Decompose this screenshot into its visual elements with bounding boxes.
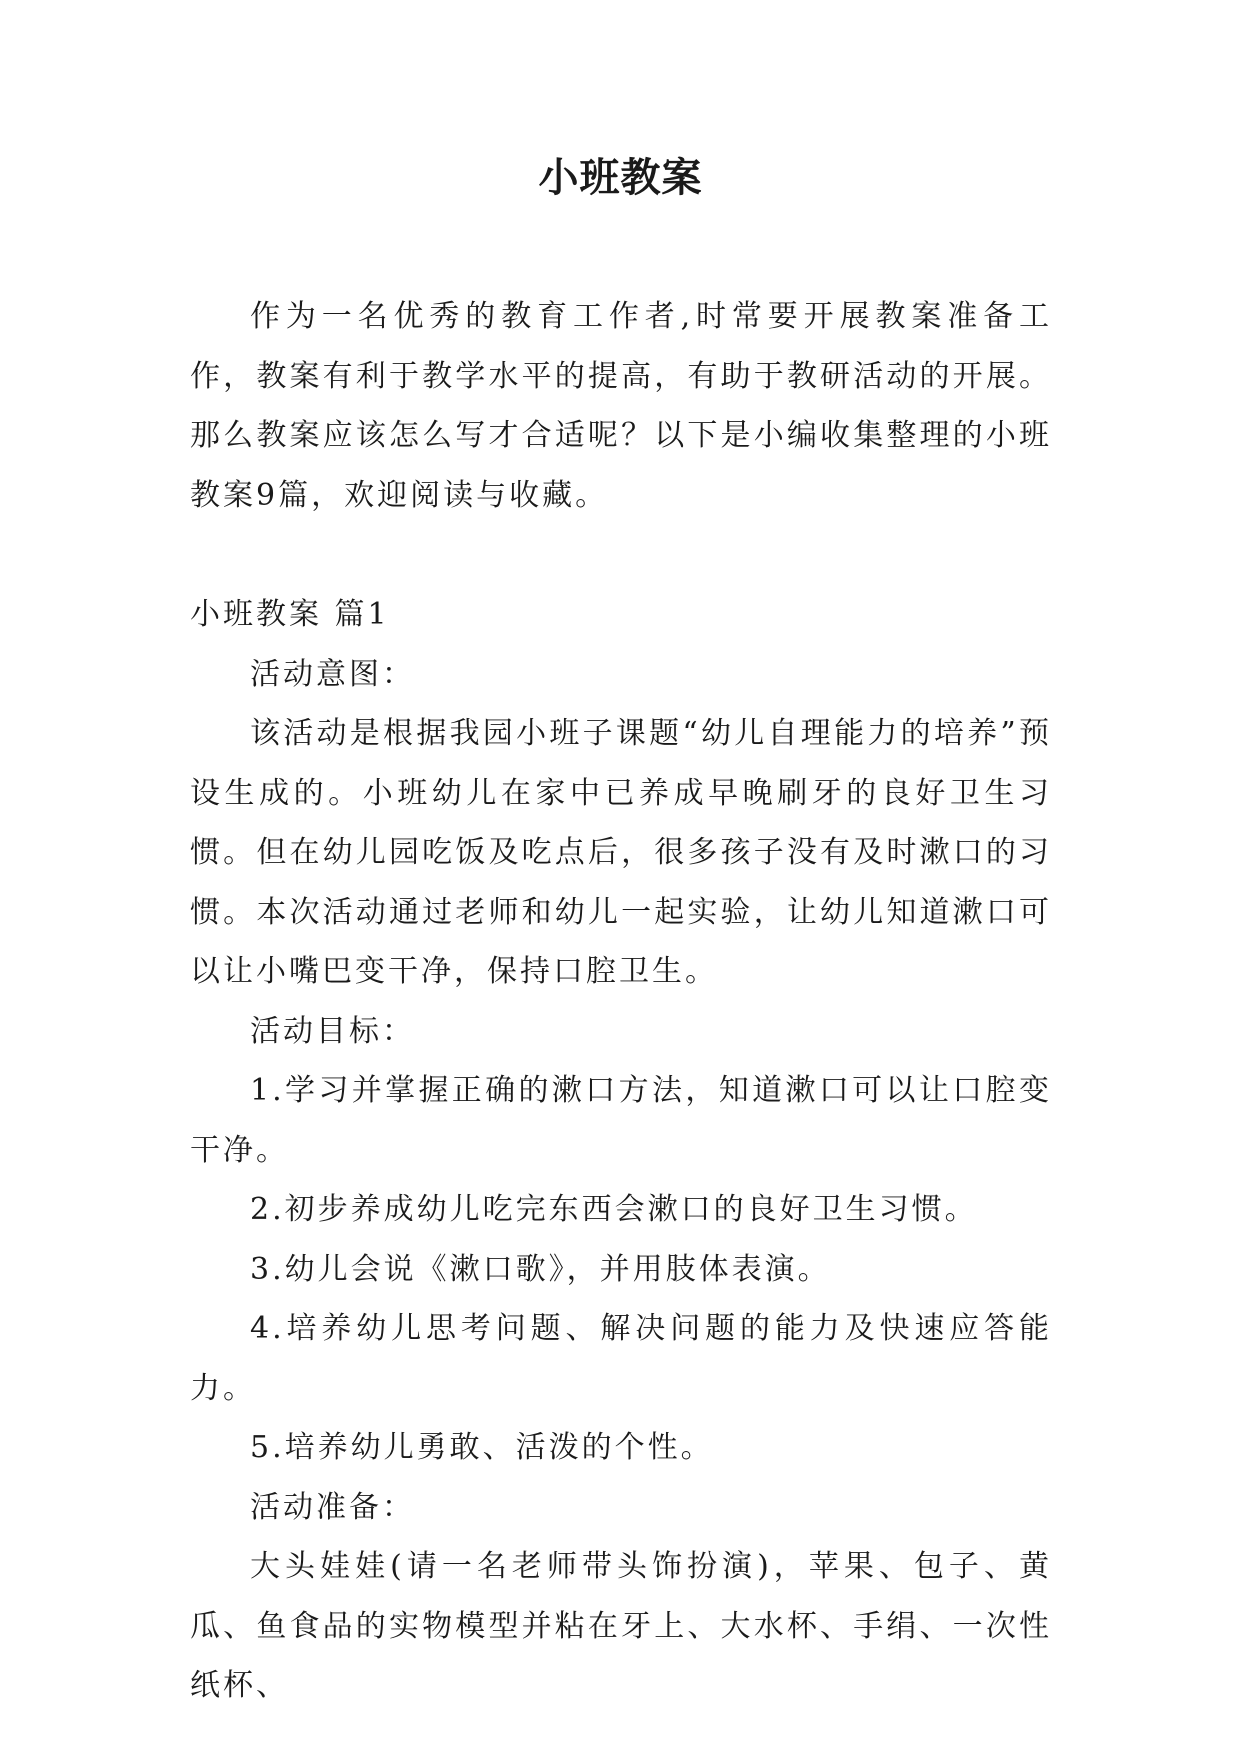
document-title: 小班教案 — [538, 154, 703, 201]
goal-item-4: 4.培养幼儿思考问题、解决问题的能力及快速应答能力。 — [190, 1311, 1052, 1406]
goals-heading: 活动目标： — [250, 1013, 415, 1049]
document-body — [190, 287, 1052, 1716]
goal-item-1: 1.学习并掌握正确的漱口方法，知道漱口可以让口腔变干净。 — [190, 1073, 1052, 1168]
intro-paragraph: 作为一名优秀的教育工作者,时常要开展教案准备工作，教案有利于教学水平的提高，有助于教研活动的开展。那么教案应该怎么写才合适呢？以下是小编收集整理的小班教案9篇，欢迎阅读与收藏。 — [190, 299, 1052, 513]
section-heading: 小班教案 篇1 — [190, 597, 390, 632]
prep-heading: 活动准备： — [250, 1489, 415, 1525]
goal-item-5: 5.培养幼儿勇敢、活泼的个性。 — [250, 1430, 714, 1465]
intent-paragraph: 该活动是根据我园小班子课题“幼儿自理能力的培养”预设生成的。小班幼儿在家中已养成早晚刷牙的良好卫生习惯。但在幼儿园吃饭及吃点后，很多孩子没有及时漱口的习惯。本次活动通过老师和幼儿一起实验，让幼儿知道漱口可以让小嘴巴变干净，保持口腔卫生。 — [190, 716, 1052, 989]
prep-paragraph: 大头娃娃(请一名老师带头饰扮演)，苹果、包子、黄瓜、鱼食品的实物模型并粘在牙上、大水杯、手绢、一次性纸杯、 — [190, 1549, 1052, 1703]
goal-item-2: 2.初步养成幼儿吃完东西会漱口的良好卫生习惯。 — [250, 1192, 978, 1227]
paragraph-gap — [190, 525, 1052, 585]
goal-item-3: 3.幼儿会说《漱口歌》，并用肢体表演。 — [250, 1251, 831, 1287]
intent-heading: 活动意图： — [250, 656, 415, 692]
